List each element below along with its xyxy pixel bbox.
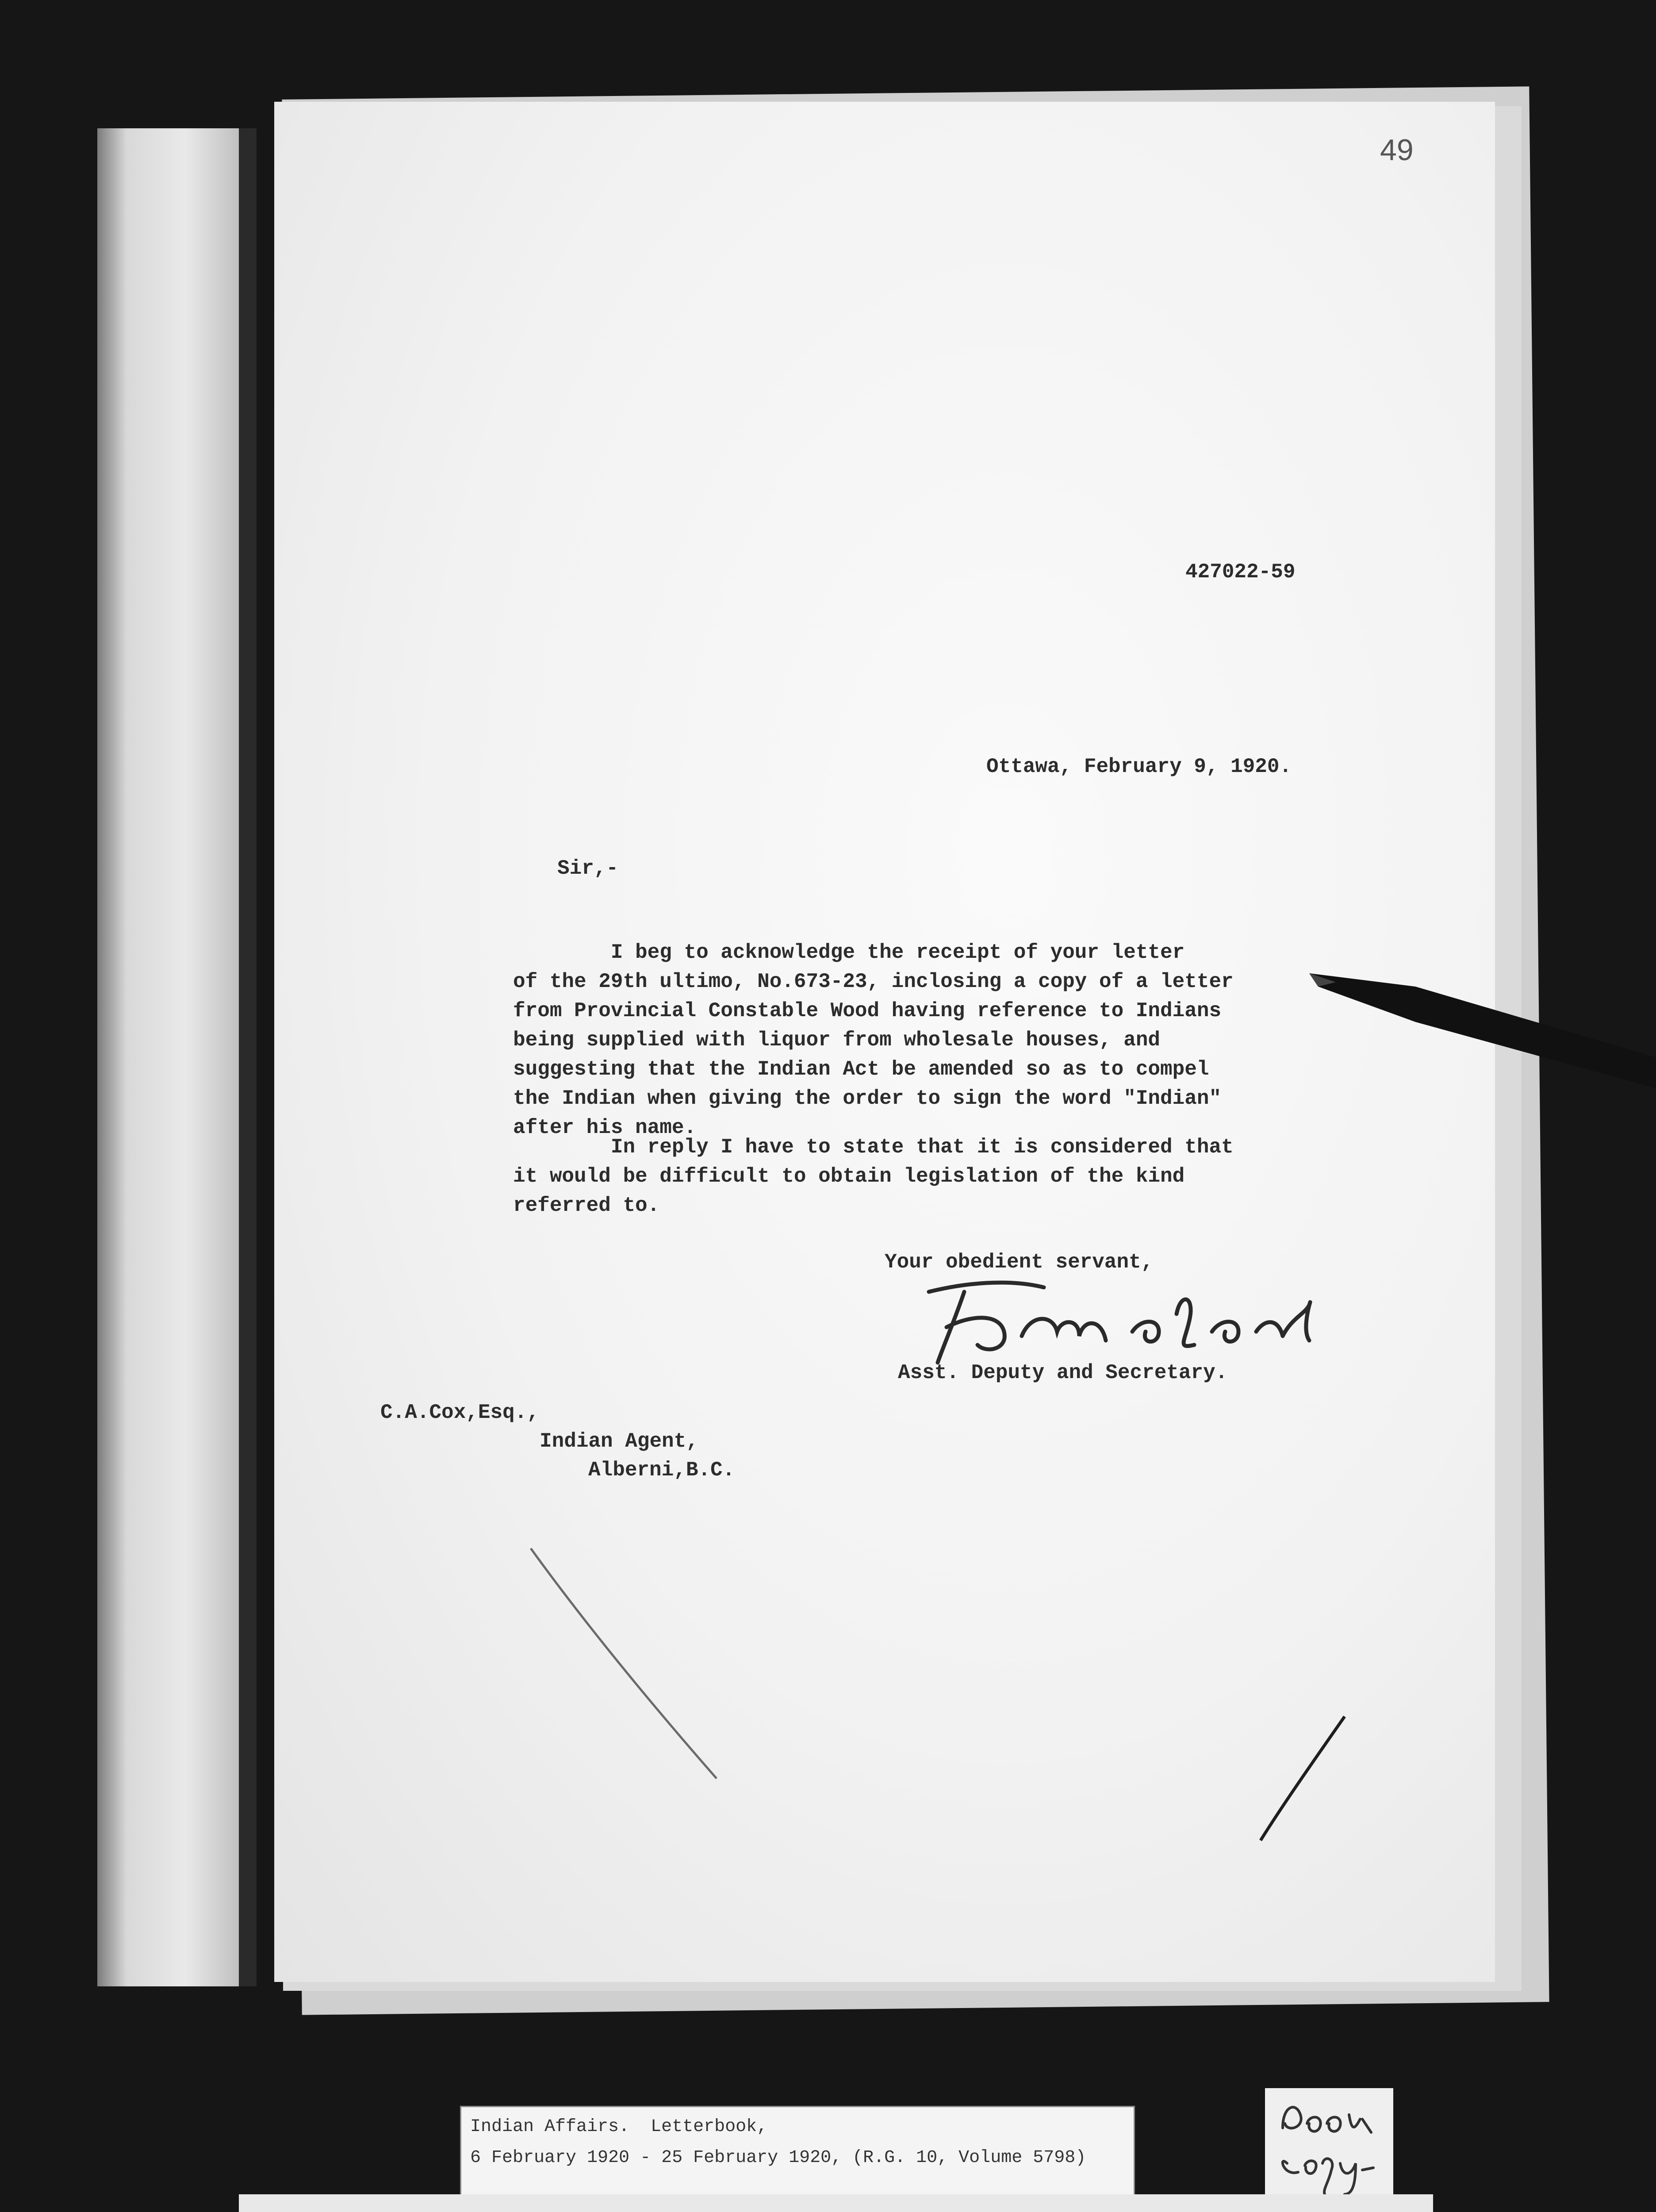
left-page-edge	[239, 128, 257, 1986]
page-scratch-mark	[522, 1540, 725, 1787]
salutation: Sir,-	[557, 857, 619, 880]
archives-stamp-card	[239, 2194, 1433, 2212]
handwritten-note	[1265, 2088, 1393, 2199]
handwritten-signature	[911, 1265, 1336, 1371]
addressee-name: C.A.Cox,Esq.,	[380, 1401, 539, 1424]
page-number: 49	[1380, 133, 1414, 167]
page-ink-mark	[1247, 1708, 1353, 1849]
signatory-title: Asst. Deputy and Secretary.	[898, 1361, 1228, 1384]
body-paragraph-1: I beg to acknowledge the receipt of your letter of the 29th ultimo, No.673-23, inclosing a copy of a letter from Provincial Constable Wood having reference to Indians being supplied with liquor from wholesale houses, and suggesting that the Indian Act be amended so as to compel the Indian when giving the order to sign the word "Indian" after his name.	[513, 941, 1234, 1139]
reference-number: 427022-59	[1185, 561, 1296, 584]
body-paragraph-2: In reply I have to state that it is considered that it would be difficult to obtain legislation of the kind referred to.	[513, 1136, 1234, 1217]
volume-label	[460, 2106, 1135, 2197]
left-page-strip	[97, 128, 243, 1986]
volume-label-line-2: 6 February 1920 - 25 February 1920, (R.G. 10, Volume 5798)	[470, 2148, 1086, 2168]
handwritten-note-script	[1265, 2088, 1393, 2199]
addressee-title: Indian Agent,	[540, 1430, 698, 1453]
addressee-place: Alberni,B.C.	[588, 1459, 735, 1482]
volume-label-line-1: Indian Affairs. Letterbook,	[470, 2117, 768, 2137]
pen-pointer	[1309, 947, 1656, 1088]
date-line: Ottawa, February 9, 1920.	[986, 755, 1292, 778]
closing: Your obedient servant,	[885, 1251, 1154, 1274]
